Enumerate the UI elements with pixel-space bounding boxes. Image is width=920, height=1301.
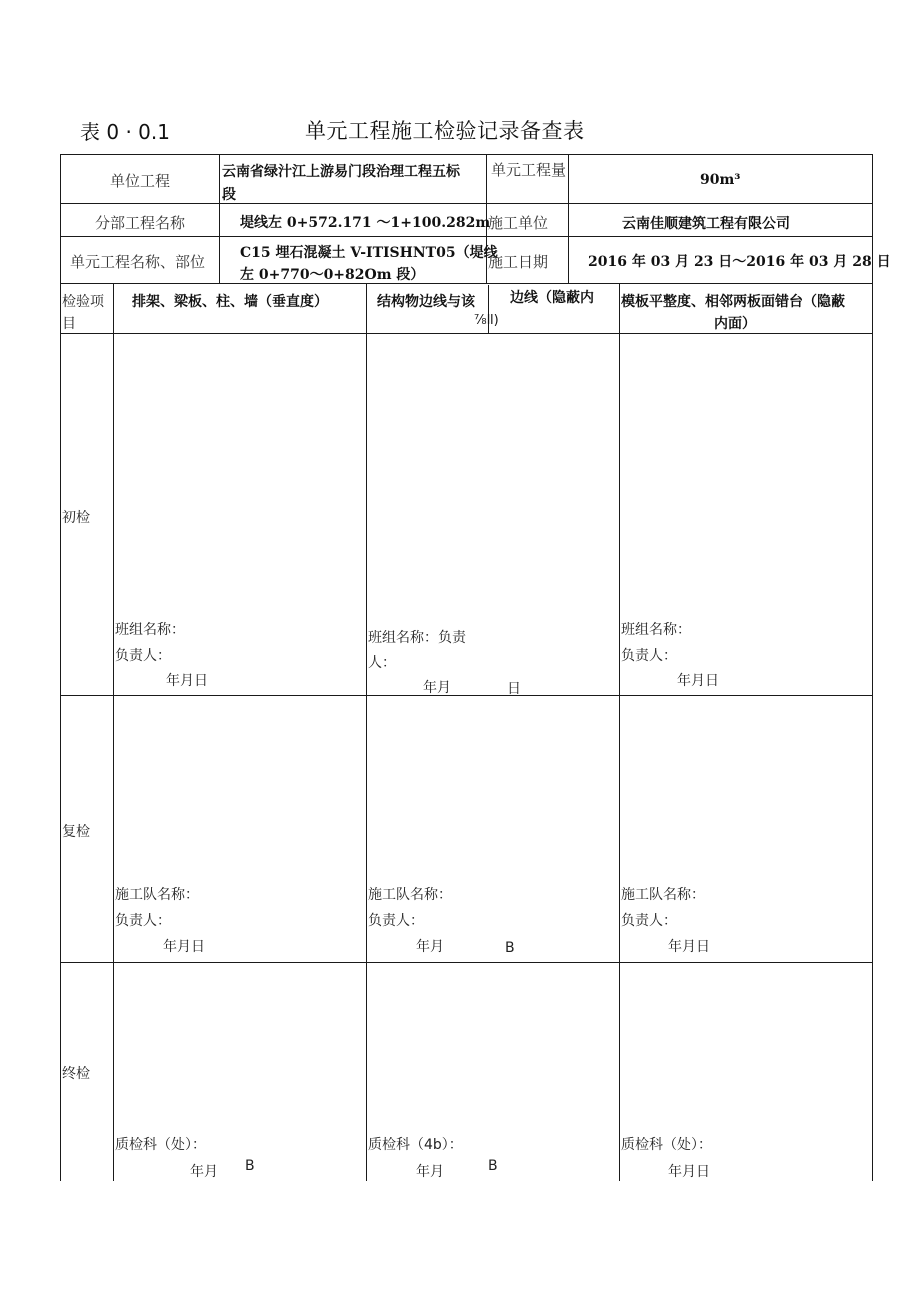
col-flatness-header-cont: 内面） [714,316,756,332]
col-edge-line-header: 结构物边线与该 [377,294,475,310]
row-divider [60,236,873,237]
col-edge-line-header-cont2: l) [490,313,499,328]
division-label: 分部工程名称 [95,214,186,232]
initial-c1-date: 年月日 [166,673,208,689]
unit-quantity-label: 单元工程量 [491,161,567,179]
recheck-c2-date: 年月 [416,939,444,955]
unit-name-value: C15 埋石混凝土 V-ITISHNT05（堤线 [240,245,498,261]
table-border-right [872,154,873,1181]
recheck-c1-date: 年月日 [163,939,205,955]
initial-c1-team: 班组名称： [115,622,185,638]
contractor-value: 云南佳顺建筑工程有限公司 [622,216,790,232]
initial-c3-person: 负责人： [621,648,677,664]
initial-c3-team: 班组名称： [621,622,691,638]
row-divider [60,695,873,696]
row-divider [60,283,873,284]
initial-c3-date: 年月日 [677,673,719,689]
recheck-c2-team: 施工队名称： [368,887,452,903]
row-divider [60,203,873,204]
unit-project-value: 云南省绿汁江上游易门段治理工程五标 [222,164,460,180]
page-title: 单元工程施工检验记录备查表 [305,119,585,143]
final-c1-date: 年月 [190,1164,218,1180]
recheck-c3-date: 年月日 [668,939,710,955]
col-divider [113,283,114,1181]
initial-c2-person: 人： [368,655,396,671]
recheck-c1-team: 施工队名称： [115,887,199,903]
final-c1-date-mark: B [245,1158,255,1174]
item-label-cont: 目 [62,316,76,332]
unit-project-label: 单位工程 [110,172,171,190]
row-label-initial: 初检 [62,510,90,526]
recheck-c2-person: 负责人： [368,913,424,929]
initial-c2-date-day: 日 [507,681,521,697]
recheck-c3-person: 负责人： [621,913,677,929]
final-c1-dept: 质检科（处）： [115,1137,206,1153]
unit-name-label: 单元工程名称、部位 [70,253,206,271]
contractor-label: 施工单位 [488,214,549,232]
division-value: 堤线左 0+572.171 ～1+100.282m [240,215,491,231]
col-flatness-header: 模板平整度、相邻两板面错台（隐蔽 [621,294,845,310]
row-label-recheck: 复检 [62,824,90,840]
table-border-left [60,154,61,1181]
table-border-top [60,154,873,155]
col-edge-line-header-cont: 边线（隐蔽内 [510,290,594,306]
final-c3-dept: 质检科（处）： [621,1137,712,1153]
col-divider [219,154,220,283]
col-divider [568,154,569,283]
unit-name-value-cont: 左 0+770～0+82Om 段） [240,267,425,283]
final-c3-date: 年月日 [668,1164,710,1180]
final-c2-dept: 质检科（4b）： [368,1137,463,1153]
recheck-c2-date-mark: B [505,940,515,956]
table-number: 表 0 · 0.1 [80,120,170,144]
col-edge-line-header-mark: ⅞I [474,313,491,328]
unit-project-value-cont: 段 [222,187,236,203]
col-verticality-header: 排架、梁板、柱、墙（垂直度） [132,294,328,310]
col-divider [619,283,620,1181]
unit-quantity-value: 90m³ [700,172,741,188]
recheck-c1-person: 负责人： [115,913,171,929]
item-label: 检验项 [62,294,104,310]
recheck-c3-team: 施工队名称： [621,887,705,903]
col-divider [366,283,367,1181]
initial-c1-person: 负责人： [115,648,171,664]
final-c2-date: 年月 [416,1164,444,1180]
row-divider [60,333,873,334]
final-c2-date-mark: B [488,1158,498,1174]
date-label: 施工日期 [488,253,549,271]
date-value: 2016 年 03 月 23 日～2016 年 03 月 28 日 [588,254,891,270]
initial-c2-date: 年月 [423,680,451,696]
row-divider [60,962,873,963]
initial-c2-team: 班组名称：负责 [368,630,466,646]
row-label-final: 终检 [62,1066,90,1082]
